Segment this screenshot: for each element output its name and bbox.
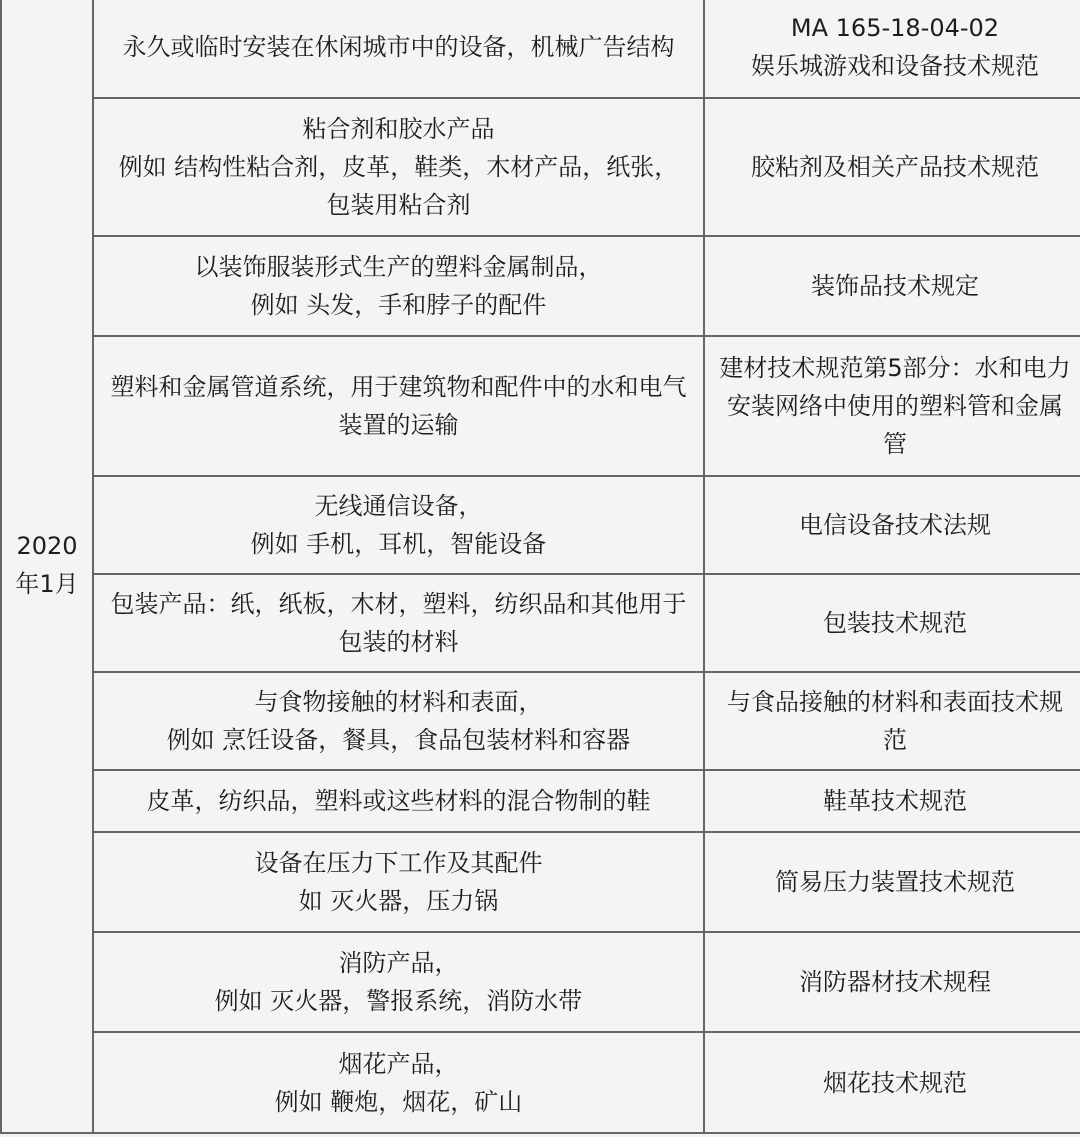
table-row xyxy=(1,672,1080,770)
product-text: 设备在压力下工作及其配件 xyxy=(254,849,543,877)
product-cell xyxy=(93,476,704,574)
product-text: 无线通信设备， xyxy=(314,492,483,520)
standard-cell xyxy=(704,574,1080,672)
standard-cell xyxy=(704,832,1080,932)
product-text: 例如 结构性粘合剂，皮革，鞋类，木材产品，纸张，包装用粘合剂 xyxy=(118,153,679,219)
product-text: 例如 灭火器，警报系统，消防水带 xyxy=(214,987,583,1015)
standard-text: 装饰品技术规定 xyxy=(811,272,979,300)
product-text: 例如 头发，手和脖子的配件 xyxy=(250,291,547,319)
product-text: 烟花产品， xyxy=(338,1049,459,1078)
standard-text: 简易压力装置技术规范 xyxy=(775,868,1015,896)
table-row xyxy=(1,770,1080,832)
table-row xyxy=(1,0,1080,98)
product-cell xyxy=(93,0,704,98)
product-cell xyxy=(93,1032,704,1133)
standard-text: 消防器材技术规程 xyxy=(799,968,991,996)
product-text: 永久或临时安装在休闲城市中的设备，机械广告结构 xyxy=(122,33,675,61)
product-cell xyxy=(93,98,704,236)
standard-cell xyxy=(704,476,1080,574)
standard-cell xyxy=(704,336,1080,476)
standard-text: 建材技术规范第5部分：水和电力安装网络中使用的塑料管和金属管 xyxy=(719,354,1071,458)
product-text: 与食物接触的材料和表面， xyxy=(254,688,543,716)
standard-cell xyxy=(704,770,1080,832)
standard-cell xyxy=(704,236,1080,336)
date-line: 年1月 xyxy=(15,569,79,598)
standard-cell xyxy=(704,1032,1080,1133)
product-cell xyxy=(93,672,704,770)
table-row xyxy=(1,476,1080,574)
product-text: 例如 手机，耳机，智能设备 xyxy=(250,530,547,558)
standard-cell xyxy=(704,672,1080,770)
product-text: 以装饰服装形式生产的塑料金属制品， xyxy=(194,253,603,281)
table-row xyxy=(1,236,1080,336)
table-row xyxy=(1,1032,1080,1133)
table-row xyxy=(1,832,1080,932)
product-cell xyxy=(93,574,704,672)
standard-text: 烟花技术规范 xyxy=(823,1068,967,1097)
product-text: 例如 鞭炮，烟花，矿山 xyxy=(274,1087,523,1116)
product-text: 包装产品：纸，纸板，木材，塑料，纺织品和其他用于包装的材料 xyxy=(110,590,687,656)
product-cell xyxy=(93,932,704,1032)
product-cell xyxy=(93,832,704,932)
standard-cell xyxy=(704,0,1080,98)
standard-text: 与食品接触的材料和表面技术规范 xyxy=(727,688,1063,754)
standard-text: 鞋革技术规范 xyxy=(823,787,967,815)
product-text: 如 灭火器，压力锅 xyxy=(298,887,499,915)
product-cell xyxy=(93,770,704,832)
product-cell xyxy=(93,336,704,476)
product-text: 皮革，纺织品，塑料或这些材料的混合物制的鞋 xyxy=(146,787,651,815)
product-text: 粘合剂和胶水产品 xyxy=(302,115,495,143)
table-body xyxy=(1,0,1080,1133)
table-row xyxy=(1,574,1080,672)
standard-cell xyxy=(704,98,1080,236)
standard-text: 娱乐城游戏和设备技术规范 xyxy=(751,52,1039,80)
table-row xyxy=(1,98,1080,236)
product-cell xyxy=(93,236,704,336)
standard-text: 电信设备技术法规 xyxy=(799,511,991,539)
standard-text: 胶粘剂及相关产品技术规范 xyxy=(751,153,1039,181)
table-row xyxy=(1,932,1080,1032)
date-line: 2020 xyxy=(16,531,78,560)
product-text: 例如 烹饪设备，餐具，食品包装材料和容器 xyxy=(166,726,631,754)
standard-text: 包装技术规范 xyxy=(823,609,967,637)
table-row xyxy=(1,336,1080,476)
product-text: 消防产品， xyxy=(338,949,459,977)
standard-text: MA 165-18-04-02 xyxy=(790,14,1000,42)
standard-cell xyxy=(704,932,1080,1032)
date-cell xyxy=(1,0,93,1133)
product-text: 塑料和金属管道系统，用于建筑物和配件中的水和电气装置的运输 xyxy=(110,373,687,439)
